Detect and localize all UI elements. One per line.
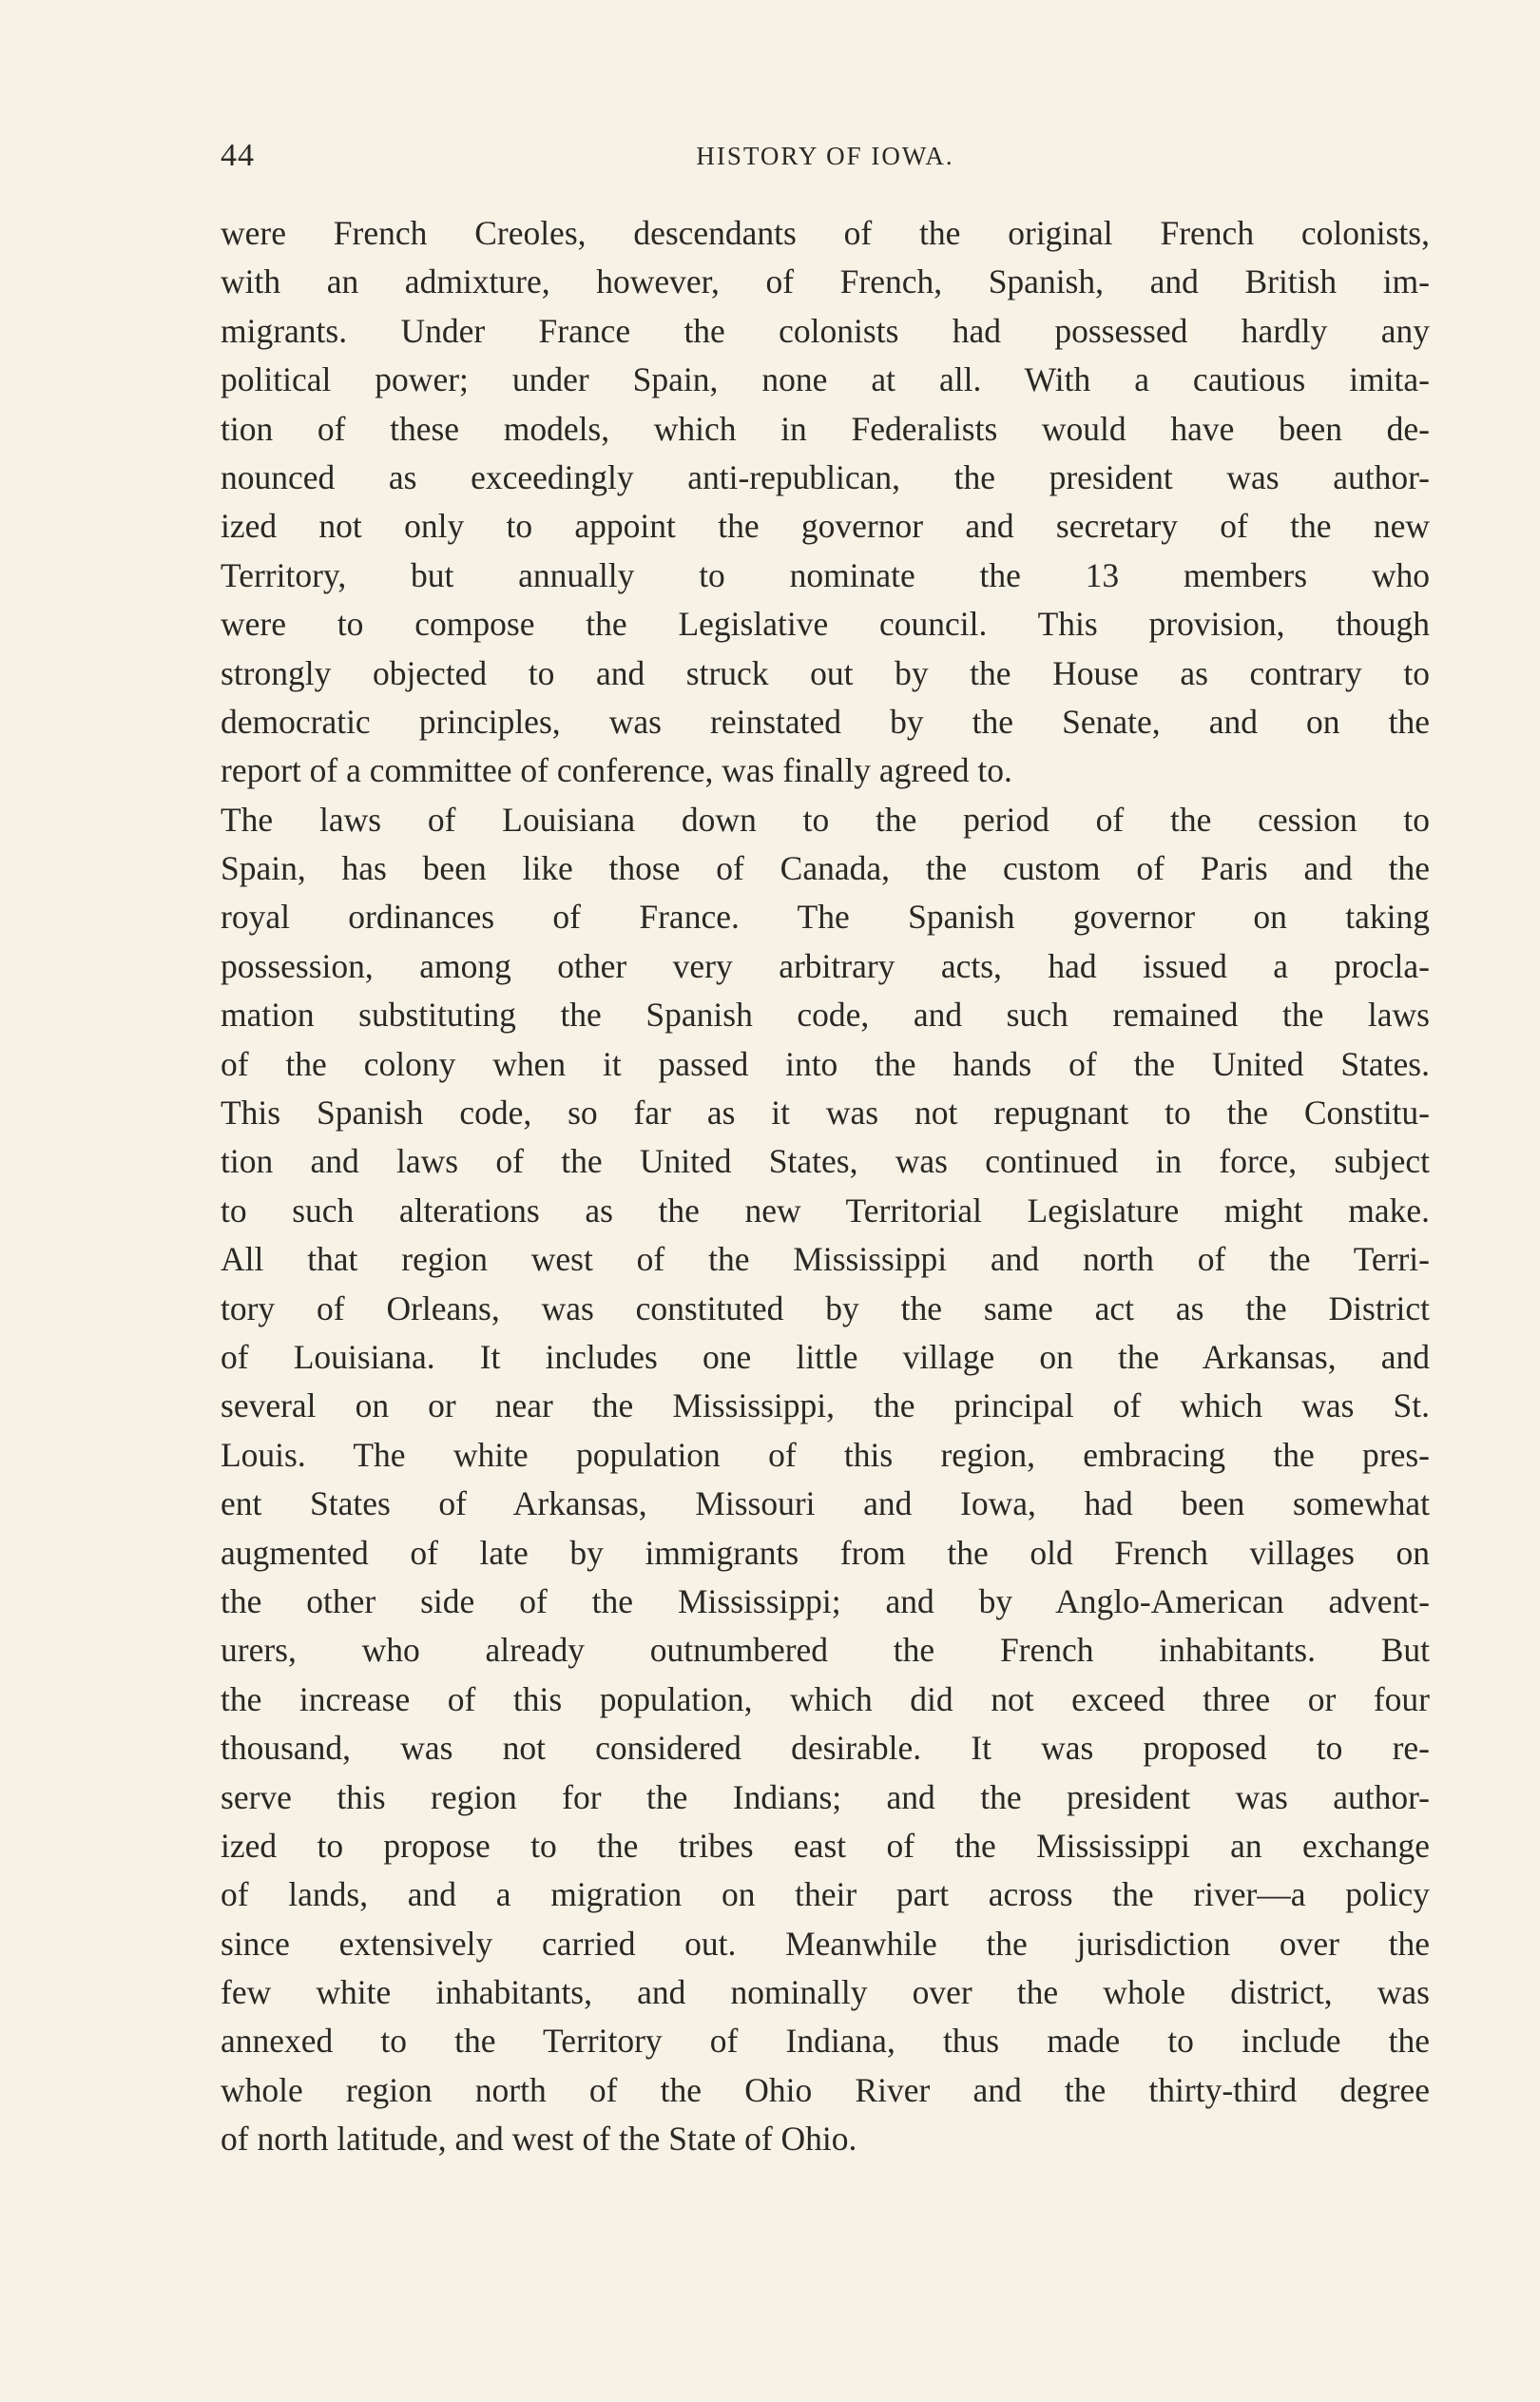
text-line: The laws of Louisiana down to the period of the cession to — [221, 800, 1430, 839]
text-line: were to compose the Legislative council. This provision, though — [221, 605, 1430, 644]
text-line: tory of Orleans, was constituted by the same act as the District — [221, 1288, 1430, 1327]
page-header — [221, 138, 1430, 184]
text-line: ized not only to appoint the governor and secretary of the new — [221, 507, 1430, 546]
text-line: This Spanish code, so far as it was not repugnant to the Constitu- — [221, 1094, 1430, 1133]
text-line: thousand, was not considered desirable. It was proposed to re- — [221, 1729, 1430, 1768]
running-title: HISTORY OF IOWA. — [696, 142, 954, 170]
text-line: with an admixture, however, of French, Spanish, and British im- — [221, 262, 1430, 301]
text-line: several on or near the Mississippi, the principal of which was St. — [221, 1386, 1430, 1425]
page-number: 44 — [221, 138, 255, 173]
text-line: strongly objected to and struck out by the House as contrary to — [221, 653, 1430, 692]
text-line: mation substituting the Spanish code, and such remained the laws — [221, 996, 1430, 1035]
body-text — [221, 209, 1430, 2164]
text-line: Louis. The white population of this region, embracing the pres- — [221, 1435, 1430, 1474]
text-line: augmented of late by immigrants from the old French villages on — [221, 1533, 1430, 1572]
text-line: whole region north of the Ohio River and the thirty-third degree — [221, 2070, 1430, 2109]
text-line: of Louisiana. It includes one little village on the Arkansas, and — [221, 1337, 1430, 1376]
text-line: ent States of Arkansas, Missouri and Iowa, had been somewhat — [221, 1484, 1430, 1523]
text-line: Territory, but annually to nominate the 13 members who — [221, 555, 1430, 594]
text-line: Spain, has been like those of Canada, the custom of Paris and the — [221, 849, 1430, 888]
text-line: royal ordinances of France. The Spanish governor on taking — [221, 898, 1430, 937]
text-line: ized to propose to the tribes east of the Mississippi an exchange — [221, 1826, 1430, 1865]
text-line: since extensively carried out. Meanwhile the jurisdiction over the — [221, 1924, 1430, 1963]
text-line: tion of these models, which in Federalists would have been de- — [221, 409, 1430, 448]
text-line: annexed to the Territory of Indiana, thus made to include the — [221, 2022, 1430, 2061]
text-line: tion and laws of the United States, was continued in force, subject — [221, 1142, 1430, 1181]
text-line: report of a committee of conference, was finally agreed to. — [221, 751, 1012, 790]
text-line: possession, among other very arbitrary acts, had issued a procla- — [221, 946, 1430, 985]
text-line: were French Creoles, descendants of the original French colonists, — [221, 214, 1430, 252]
text-line: few white inhabitants, and nominally over the whole district, was — [221, 1973, 1430, 2012]
text-line: the increase of this population, which did not exceed three or four — [221, 1679, 1430, 1718]
text-line: of lands, and a migration on their part across the river—a policy — [221, 1875, 1430, 1914]
text-line: of the colony when it passed into the hands of the United States. — [221, 1044, 1430, 1083]
text-line: serve this region for the Indians; and the president was author- — [221, 1777, 1430, 1816]
text-line: All that region west of the Mississippi and north of the Terri- — [221, 1240, 1430, 1279]
text-line: nounced as exceedingly anti-republican, the president was author- — [221, 457, 1430, 496]
text-line: political power; under Spain, none at all. With a cautious imita- — [221, 360, 1430, 399]
text-line: the other side of the Mississippi; and by Anglo-American advent- — [221, 1581, 1430, 1620]
text-line: migrants. Under France the colonists had possessed hardly any — [221, 311, 1430, 350]
text-line: of north latitude, and west of the State of Ohio. — [221, 2120, 857, 2159]
text-line: to such alterations as the new Territorial Legislature might make. — [221, 1191, 1430, 1230]
text-line: urers, who already outnumbered the French inhabitants. But — [221, 1631, 1430, 1670]
text-line: democratic principles, was reinstated by the Senate, and on the — [221, 702, 1430, 741]
